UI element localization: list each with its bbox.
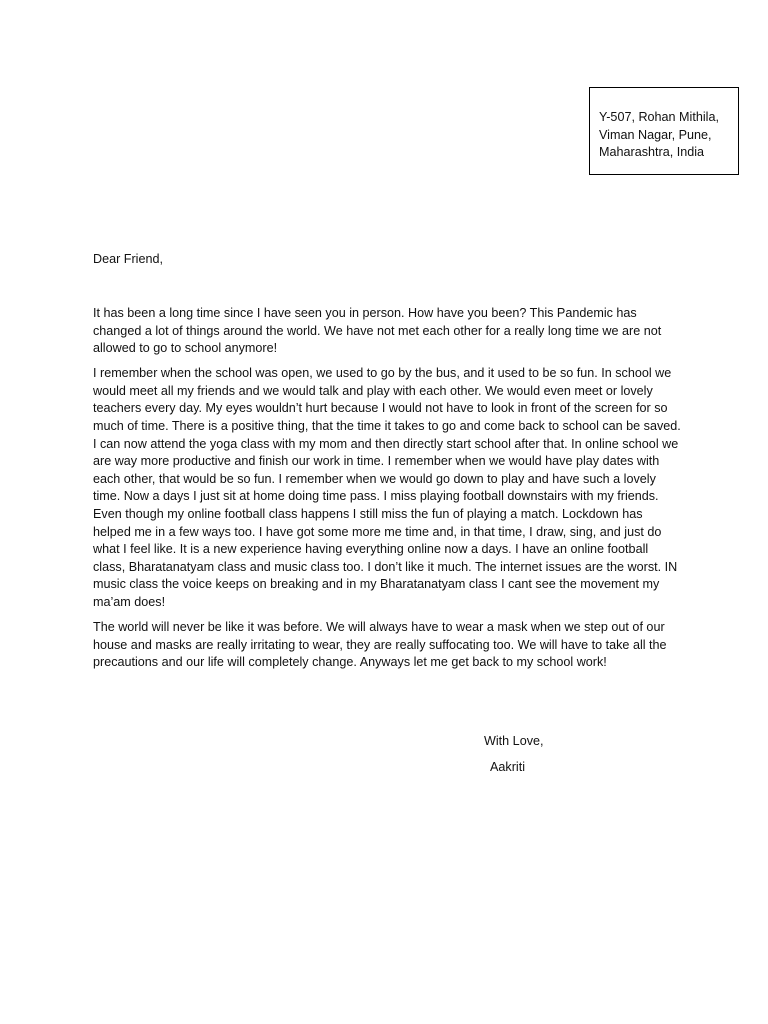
signature: Aakriti	[490, 760, 525, 774]
address-line-1: Y-507, Rohan Mithila,	[599, 110, 719, 124]
body-paragraph-2: I remember when the school was open, we used to go by the bus, and it used to be so fun. In school we would meet all my friends and we would talk and play with each other. We would even meet or lovely teachers every day. My eyes wouldn’t hurt because I would not have to look in front of the screen for so much of time. There is a positive thing, that the time it takes to go and come back to school can be saved. I can now attend the yoga class with my mom and then directly start school after that. In online school we are way more productive and finish our work in time. I remember when we would have play dates with each other, that would be so fun. I remember when we would go down to play and have such a lovely time. Now a days I just sit at home doing time pass. I miss playing football downstairs with my friends. Even though my online football class happens I still miss the fun of playing a match. Lockdown has helped me in a few ways too. I have got some more me time and, in that time, I draw, sing, and just do what I feel like. It is a new experience having everything online now a days. I have an online football class, Bharatanatyam class and music class too. I don’t like it much. The internet issues are the worst. IN music class the voice keeps on breaking and in my Bharatanatyam class I cant see the movement my ma’am does!	[93, 366, 681, 609]
address-line-3: Maharashtra, India	[599, 145, 705, 160]
salutation: Dear Friend,	[93, 252, 163, 266]
body-paragraph-1: It has been a long time since I have seen you in person. How have you been? This Pandemic has changed a lot of things around the world. We have not met each other for a really long time we are not allowed to go to school anymore!	[93, 306, 662, 356]
closing: With Love,	[484, 734, 544, 748]
letter-body	[93, 305, 683, 679]
body-paragraph-3: The world will never be like it was before. We will always have to wear a mask when we step out of our house and masks are really irritating to wear, they are really suffocating too. We will have to take all the precautions and our life will completely change. Anyways let me get back to my school work!	[93, 620, 667, 670]
address-box	[589, 87, 739, 175]
address-line-2: Viman Nagar, Pune,	[599, 127, 712, 142]
